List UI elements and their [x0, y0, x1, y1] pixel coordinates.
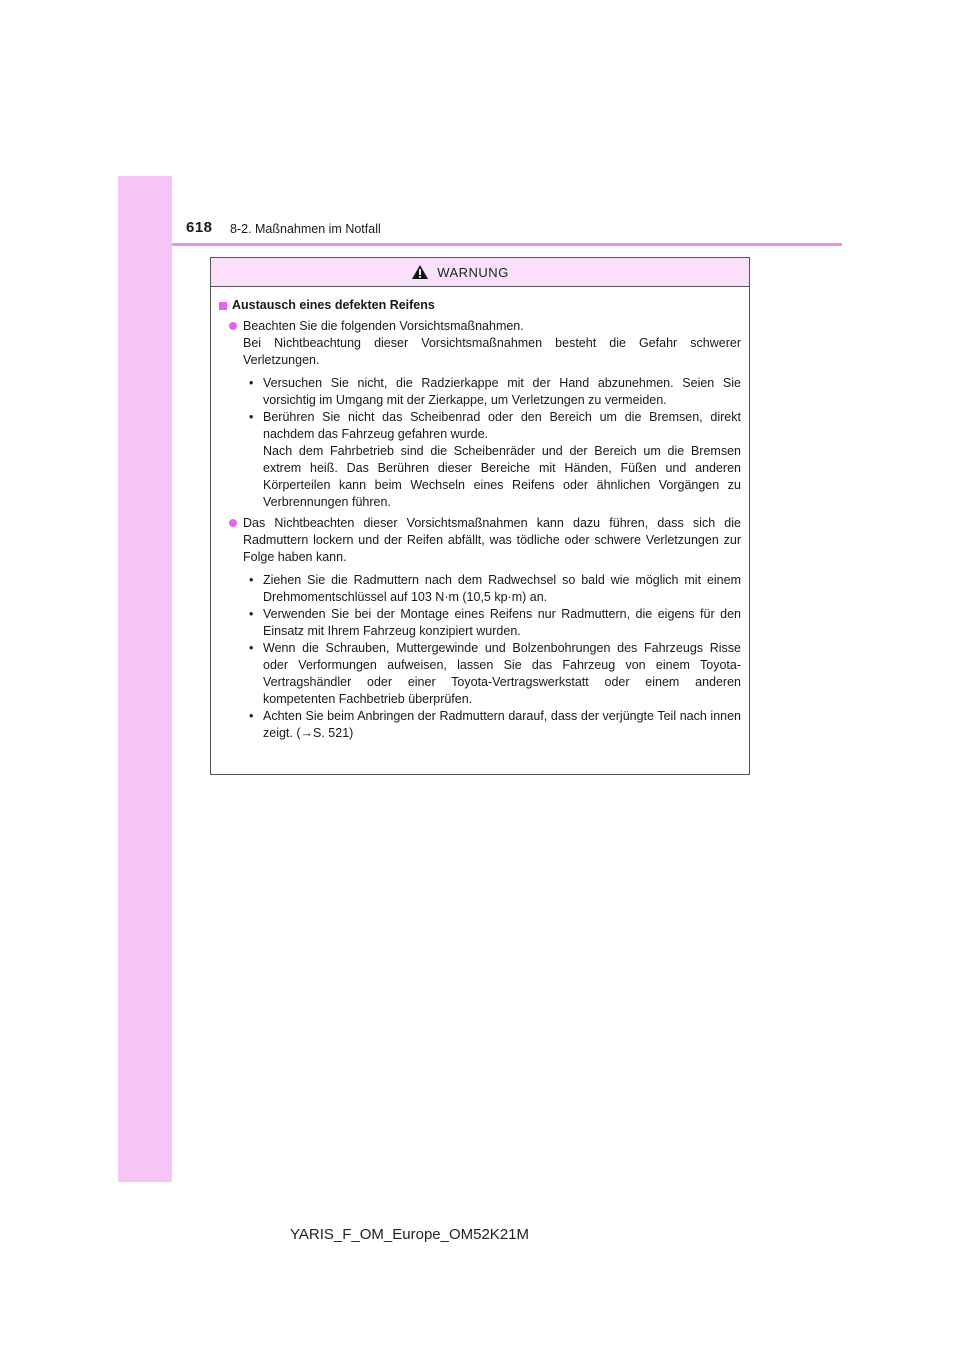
point-2	[229, 515, 741, 566]
list-item: • Achten Sie beim Anbringen der Radmuttern darauf, dass der verjüngte Teil nach innen zeigt. (→S. 521)	[249, 709, 741, 740]
warning-box	[210, 257, 750, 775]
circle-bullet-icon	[229, 322, 237, 330]
footer-document-code: YARIS_F_OM_Europe_OM52K21M	[290, 1226, 529, 1243]
section-heading	[219, 297, 741, 314]
warning-header	[211, 258, 749, 287]
list-item-text: Berühren Sie nicht das Scheibenrad oder den Bereich um die Bremsen, direkt nachdem das Fahrzeug gefahren wurde.	[263, 410, 741, 441]
list-item-text: Achten Sie beim Anbringen der Radmuttern darauf, dass der verjüngte Teil nach innen zeigt. (→S. 521)	[263, 709, 741, 740]
list-item-text: Ziehen Sie die Radmuttern nach dem Radwechsel so bald wie möglich mit einem Drehmomentschlüssel auf 103 N·m (10,5 kp·m) an.	[263, 573, 741, 604]
warning-triangle-icon	[411, 264, 429, 280]
side-tab-band	[118, 176, 172, 1182]
point-1-line-2: Bei Nichtbeachtung dieser Vorsichtsmaßnahmen besteht die Gefahr schwerer Verletzungen.	[243, 336, 741, 367]
section-title: 8-2. Maßnahmen im Notfall	[230, 222, 381, 236]
list-item: • Verwenden Sie bei der Montage eines Reifens nur Radmuttern, die eigens für den Einsatz mit Ihrem Fahrzeug konzipiert wurden.	[249, 607, 741, 638]
point-2-text: Das Nichtbeachten dieser Vorsichtsmaßnahmen kann dazu führen, dass sich die Radmuttern lockern und der Reifen abfällt, was tödliche oder schwere Verletzungen zur Folge haben kann.	[243, 516, 741, 564]
header-divider	[172, 243, 842, 246]
circle-bullet-icon	[229, 519, 237, 527]
point-1	[229, 318, 741, 369]
list-item-text: Wenn die Schrauben, Muttergewinde und Bolzenbohrungen des Fahrzeugs Risse oder Verformungen aufweisen, lassen Sie das Fahrzeug von einem Toyota-Vertragshändler oder einer Toyota-Vertragswerkstatt oder einem anderen kompetenten Fachbetrieb überprüfen.	[263, 641, 741, 706]
list-item-text: Verwenden Sie bei der Montage eines Reifens nur Radmuttern, die eigens für den Einsatz mit Ihrem Fahrzeug konzipiert wurden.	[263, 607, 741, 638]
warning-title: WARNUNG	[437, 264, 509, 280]
list-item-text: Versuchen Sie nicht, die Radzierkappe mit der Hand abzunehmen. Seien Sie vorsichtig im Umgang mit der Zierkappe, um Verletzungen zu vermeiden.	[263, 376, 741, 407]
point-1-line-1: Beachten Sie die folgenden Vorsichtsmaßnahmen.	[243, 319, 524, 333]
bullet-list-2	[249, 572, 741, 742]
list-item: • Ziehen Sie die Radmuttern nach dem Radwechsel so bald wie möglich mit einem Drehmomentschlüssel auf 103 N·m (10,5 kp·m) an.	[249, 573, 741, 604]
square-bullet-icon	[219, 302, 227, 310]
list-item-text: Nach dem Fahrbetrieb sind die Scheibenräder und der Bereich um die Bremsen extrem heiß. Das Berühren dieser Bereiche mit Händen, Füßen und anderen Körperteilen kann beim Wechseln eines Reifens oder ähnlichen Vorgängen zu Verbrennungen führen.	[263, 444, 741, 509]
list-item: • Versuchen Sie nicht, die Radzierkappe mit der Hand abzunehmen. Seien Sie vorsichtig im Umgang mit der Zierkappe, um Verletzungen zu vermeiden.	[249, 376, 741, 407]
page-number: 618	[186, 219, 213, 236]
list-item: • Wenn die Schrauben, Muttergewinde und Bolzenbohrungen des Fahrzeugs Risse oder Verformungen aufweisen, lassen Sie das Fahrzeug von einem Toyota-Vertragshändler oder einer Toyota-Vertragswerkstatt oder einem anderen kompetenten Fachbetrieb überprüfen.	[249, 641, 741, 706]
list-item: • Berühren Sie nicht das Scheibenrad oder den Bereich um die Bremsen, direkt nachdem das Fahrzeug gefahren wurde. Nach dem Fahrbetrieb sind die Scheibenräder und der Bereich um die Bremsen extrem heiß. Das Berühren dieser Bereiche mit Händen, Füßen und anderen Körperteilen kann beim Wechseln eines Reifens oder ähnlichen Vorgängen zu Verbrennungen führen.	[249, 410, 741, 509]
section-heading-text: Austausch eines defekten Reifens	[232, 298, 435, 312]
bullet-list-1	[249, 375, 741, 511]
warning-body	[211, 287, 749, 742]
